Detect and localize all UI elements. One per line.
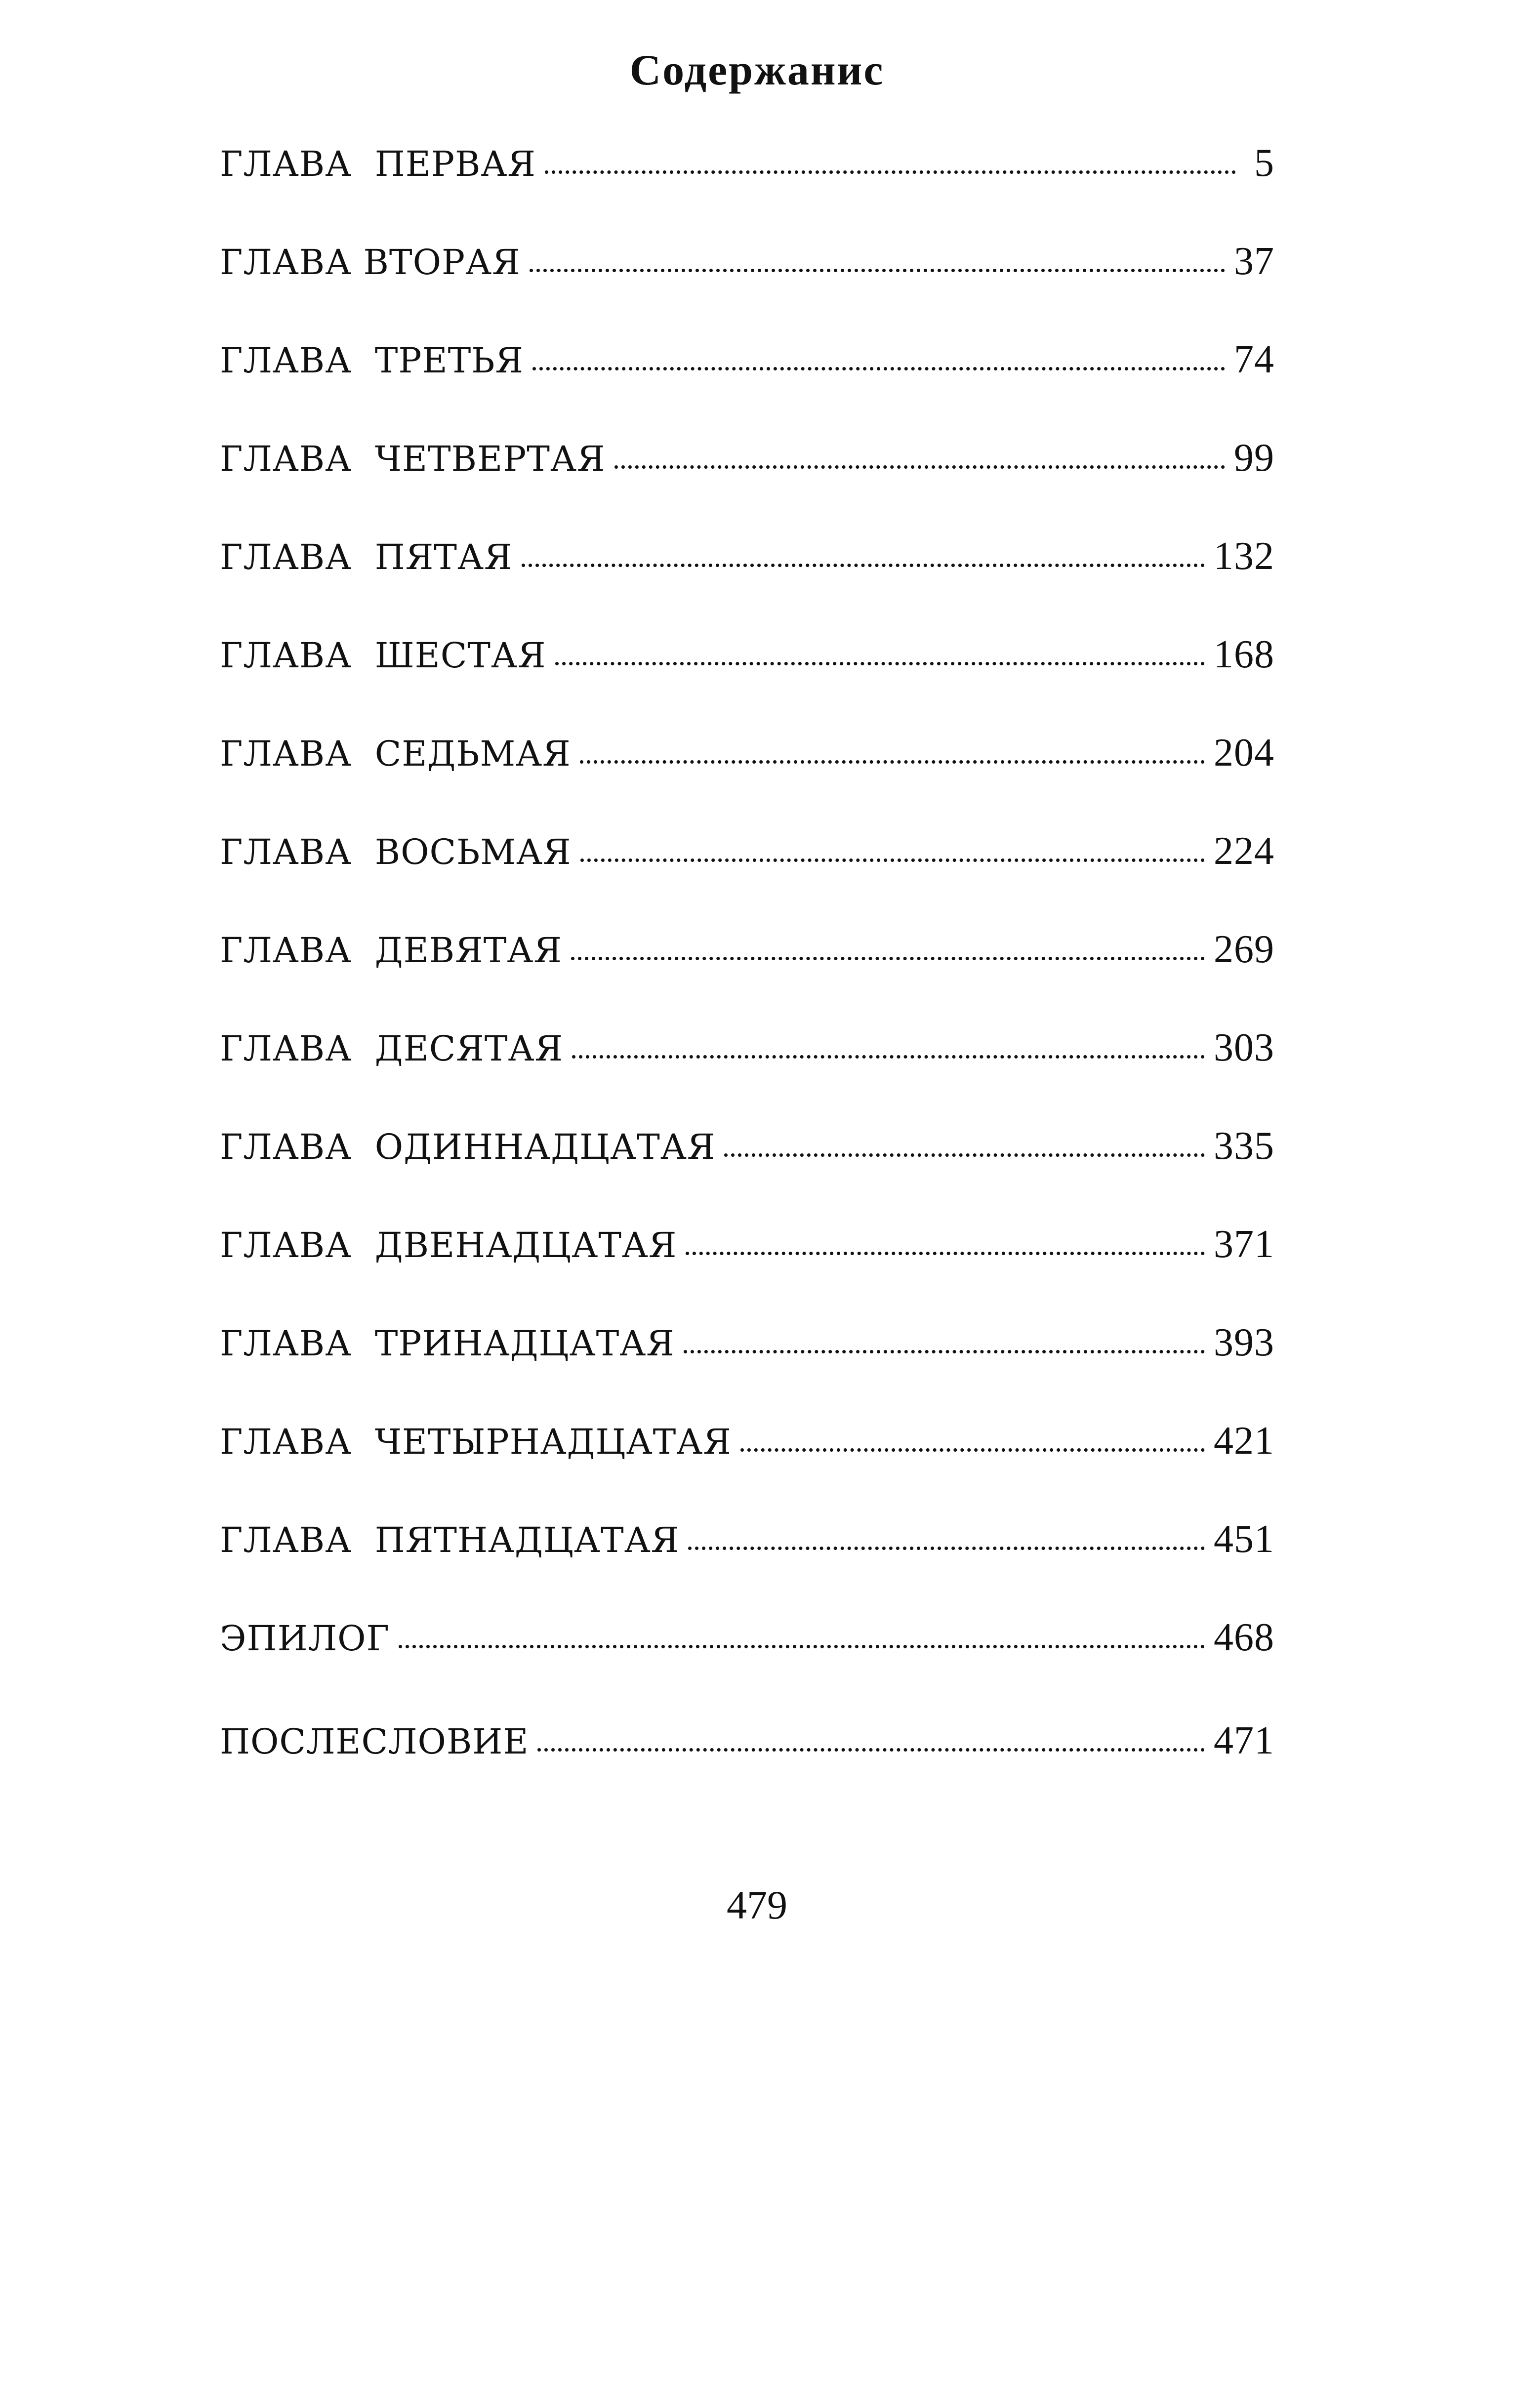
dot-leader [545,170,1236,174]
toc-entry-page: 468 [1214,1616,1274,1659]
toc-entry-label: ГЛАВА ВОСЬМАЯ [220,832,572,872]
toc-entry-chapter-6[interactable] [220,635,1274,733]
toc-entry-chapter-2[interactable] [220,242,1274,340]
toc-entry-label: ГЛАВА СЕДЬМАЯ [220,734,571,774]
toc-entry-chapter-7[interactable] [220,733,1274,831]
toc-entry-label: ГЛАВА ПЯТНАДЦАТАЯ [220,1520,680,1560]
toc-entry-page: 74 [1234,338,1274,381]
dot-leader [522,564,1205,567]
toc-entry-label: ГЛАВА ДЕВЯТАЯ [220,930,562,971]
toc-entry-chapter-9[interactable] [220,930,1274,1028]
dot-leader [399,1645,1205,1648]
toc-entry-label: ГЛАВА ПЯТАЯ [220,537,513,577]
toc-entry-chapter-3[interactable] [220,340,1274,438]
toc-entry-afterword[interactable] [220,1721,1274,1819]
toc-entry-chapter-5[interactable] [220,536,1274,635]
toc-entry-page: 132 [1214,534,1274,578]
dot-leader [532,367,1225,370]
toc-entry-label: ГЛАВА ЧЕТВЕРТАЯ [220,439,606,479]
toc-entry-label: ЭПИЛОГ [220,1618,390,1659]
page-title: Содержанис [629,46,885,94]
toc-entry-page: 421 [1214,1419,1274,1463]
dot-leader [537,1748,1205,1752]
toc-entry-label: ГЛАВА ТРИНАДЦАТАЯ [220,1323,675,1364]
dot-leader [580,858,1205,862]
dot-leader [740,1448,1205,1452]
toc-entry-label: ГЛАВА ПЕРВАЯ [220,144,536,184]
toc-entry-label: ГЛАВА ДВЕНАДЦАТАЯ [220,1225,677,1265]
toc-entry-chapter-14[interactable] [220,1421,1274,1519]
toc-entry-label: ГЛАВА ШЕСТАЯ [220,635,546,676]
toc-entry-page: 393 [1214,1321,1274,1364]
dot-leader [614,465,1226,469]
page-number: 479 [727,1882,787,1927]
dot-leader [686,1252,1205,1255]
dot-leader [555,662,1205,665]
dot-leader [688,1547,1205,1550]
table-of-contents [220,143,1274,1819]
toc-entry-label: ГЛАВА ОДИННАДЦАТАЯ [220,1127,716,1167]
toc-entry-chapter-12[interactable] [220,1224,1274,1323]
toc-entry-page: 99 [1234,436,1274,480]
toc-entry-page: 335 [1214,1124,1274,1168]
toc-entry-page: 168 [1214,633,1274,676]
toc-entry-page: 269 [1214,928,1274,971]
dot-leader [571,957,1205,960]
toc-entry-label: ГЛАВА ДЕСЯТАЯ [220,1028,564,1069]
toc-entry-page: 471 [1214,1719,1274,1762]
toc-entry-chapter-4[interactable] [220,438,1274,536]
toc-entry-page: 204 [1214,731,1274,775]
toc-entry-label: ГЛАВА ВТОРАЯ [220,242,521,283]
toc-entry-chapter-8[interactable] [220,831,1274,930]
toc-entry-chapter-13[interactable] [220,1323,1274,1421]
toc-entry-label: ПОСЛЕСЛОВИЕ [220,1721,529,1762]
toc-entry-page: 451 [1214,1517,1274,1561]
toc-entry-chapter-1[interactable] [220,143,1274,242]
toc-entry-chapter-15[interactable] [220,1519,1274,1618]
dot-leader [530,269,1225,272]
toc-entry-chapter-11[interactable] [220,1126,1274,1224]
toc-entry-page: 371 [1214,1223,1274,1266]
dot-leader [684,1350,1205,1353]
toc-entry-page: 5 [1254,141,1274,185]
dot-leader [580,760,1205,764]
toc-entry-label: ГЛАВА ТРЕТЬЯ [220,340,524,381]
toc-entry-chapter-10[interactable] [220,1028,1274,1126]
toc-entry-page: 37 [1234,240,1274,283]
dot-leader [724,1153,1205,1157]
toc-entry-page: 303 [1214,1026,1274,1069]
toc-entry-epilogue[interactable] [220,1618,1274,1716]
toc-entry-page: 224 [1214,829,1274,873]
dot-leader [572,1055,1205,1059]
toc-entry-label: ГЛАВА ЧЕТЫРНАДЦАТАЯ [220,1422,732,1462]
